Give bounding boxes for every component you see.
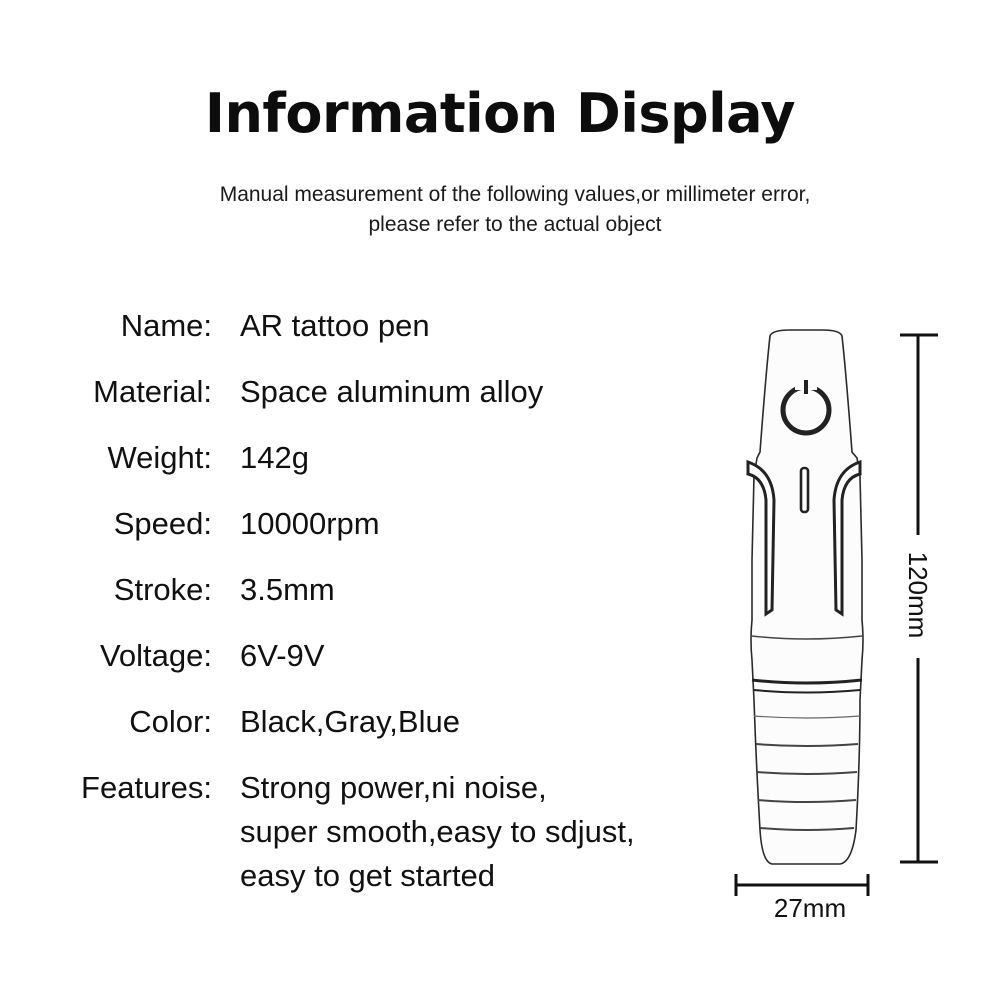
measurement-note (0, 180, 1000, 240)
spec-row-features (0, 766, 720, 906)
spec-value-voltage: 6V-9V (240, 638, 325, 673)
width-dimension-label: 27mm (773, 893, 847, 923)
spec-label-voltage: Voltage: (99, 638, 212, 673)
features-line-2: super smooth,easy to sdjust, (240, 814, 635, 849)
spec-label-name: Name: (120, 308, 212, 343)
spec-label-weight: Weight: (107, 440, 212, 475)
spec-row-stroke (0, 568, 720, 618)
tattoo-pen-icon (748, 330, 863, 864)
page-title: Information Display (204, 82, 796, 145)
spec-row-voltage (0, 634, 720, 684)
pen-illustration (720, 320, 980, 940)
height-dimension-label: 120mm (903, 551, 933, 639)
spec-value-weight: 142g (240, 440, 309, 475)
spec-row-name (0, 304, 720, 354)
spec-row-material (0, 370, 720, 420)
spec-value-features (240, 766, 710, 898)
measurement-note-line-1: Manual measurement of the following values,or millimeter error, (219, 183, 811, 206)
spec-row-weight (0, 436, 720, 486)
spec-row-color (0, 700, 720, 750)
spec-value-stroke: 3.5mm (240, 572, 335, 607)
spec-label-speed: Speed: (113, 506, 212, 541)
spec-value-name: AR tattoo pen (240, 308, 430, 343)
features-line-3: easy to get started (240, 858, 496, 893)
spec-row-speed (0, 502, 720, 552)
spec-value-color: Black,Gray,Blue (240, 704, 460, 739)
features-line-1: Strong power,ni noise, (240, 770, 547, 805)
measurement-note-line-2: please refer to the actual object (368, 213, 662, 236)
spec-label-material: Material: (93, 374, 212, 409)
spec-label-features: Features: (81, 770, 212, 805)
spec-value-material: Space aluminum alloy (240, 374, 544, 409)
spec-value-speed: 10000rpm (240, 506, 380, 541)
spec-label-color: Color: (129, 704, 212, 739)
spec-label-stroke: Stroke: (113, 572, 212, 607)
